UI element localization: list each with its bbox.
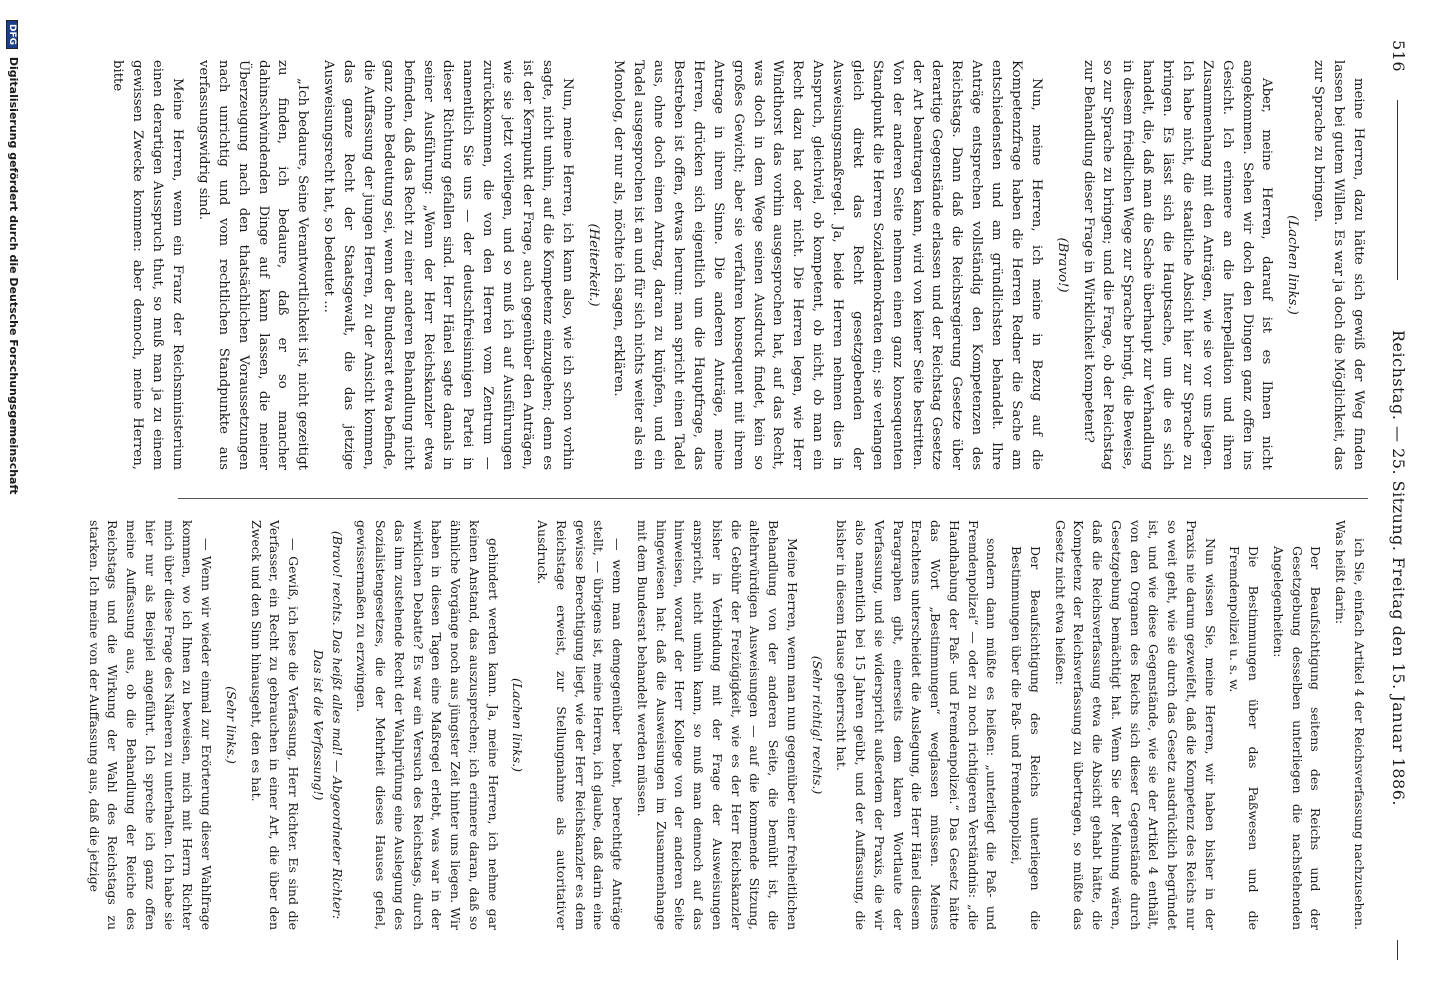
paragraph: Nun, meine Herren, ich meine in Bezug auf die Kompetenzfrage haben die Herren Redner die Sache am entschiedensten und am gründlichsten behandelt. Ihre Anträge entsprechen vollständig den Kompetenzen des Reichstags. Dann daß die Reichsregierung Gesetze über derartige Gegenstände erlassen und der Reichstag Gesetze der Art beantragen kann, wird von keiner Seite bestritten. Von der anderen Seite nehmen einen ganz konsequenten Standpunkt die Herren Sozialdemokraten ein; sie verlangen gleich direkt das Recht gesetzgebenden der Ausweisungsmaßregel. Ja, beide Herren nehmen dies in Anspruch, gleichviel, ob kompetent, ob nicht, ob man ein Recht dazu hat oder nicht. Die Herren legen, wie Herr Windthorst das vorhin ausgesprochen hat, auf das Recht, was doch in dem Wege seinen Ausdruck findet, kein so großes Gewicht; aber sie verfahren konsequent mit ihrem Antrage in ihrem Sinne. Die anderen Anträge, meine Herren, drücken sich eigentlich um die Hauptfrage, das Bestreben ist offen, etwas herum: man spricht einen Tadel aus, ohne doch einen Antrag, daran zu knüpfen, und ein Tadel ausgesprochen ist an und für sich nichts weiter als ein Monolog, der nur als, möchte ich sagen, erklären. (611, 60, 1044, 470)
column-divider (178, 498, 1368, 499)
header-rule-right (1397, 940, 1398, 960)
paragraph: — Gewiß, ich lese die Verfassung, Herr Richter. Es sind die Verfasser, ein Recht zu gebrauchen in einer Art, die über den Zweck und den Sinn hinausgeht, den es hat. (248, 520, 302, 930)
stage-direction: (Bravo!) (1054, 237, 1070, 293)
paragraph: ich Sie, einfach Artikel 4 der Reichsverfassung nachzusehen. Was heißt darin: (1333, 520, 1367, 930)
quoted-passage: Die Bestimmungen über das Paßwesen und die Fremdenpolizei u. s. w. (1227, 546, 1262, 930)
header-title: Reichstag. — 25. Sitzung. Freitag den 15. Januar 1886. (1389, 330, 1408, 806)
stage-direction: (Heiterkeit.) (585, 223, 601, 307)
digitization-credit (6, 20, 20, 980)
digitization-credit-text: Digitalisierung gefördert durch die Deutsche Forschungsgemeinschaft (7, 56, 20, 495)
paragraph: Nun wissen Sie, meine Herren, wir haben bisher in der Praxis nie darum gezweifelt, daß die Kompetenz des Reichs nur so weit geht, wie sie durch das Gesetz ausdrücklich begründet ist, und wie diese Gegenstände, wie sie der Artikel 4 enthält, von den Organen des Reichs sich dieser Gegenstände durch Gesetzgebung bemächtigt hat. Wenn Sie der Meinung wären, daß die Reichsverfassung etwa die Absicht gehabt hätte, die Kompetenz der Reichsverfassung zu übertragen, so müßte das Gesetz nicht etwa heißen: (1052, 520, 1218, 930)
dfg-logo: DFG (6, 20, 18, 49)
paragraph: — wenn man demgegenüber betont, berechtigte Anträge stellt, — übrigens ist, meine Herren, ich glaube, daß darin eine gewisse Berechtigung liegt, wie der Herr Reichskanzler es dem Reichstage erweist, zur Stellungnahme als autoritativer Ausdruck. (535, 520, 626, 930)
paragraph: — Wenn wir wieder einmal zur Erörterung dieser Wahlfrage kommen, wo ich Ihnen zu beweisen, mich mit Herrn Richter mich über diese Frage des Näheren zu unterhalten. Ich habe sie hier nur als Beispiel angeführt. Ich spreche ich ganz offen meine Auffassung aus, ob die Behandlung der Reiche des Reichstags und die Wirkung der Wahl des Reichstags zu starken. Ich meine von der Auffassung aus, daß die jetzige (86, 520, 215, 930)
quoted-passage: Der Beaufsichtigung seitens des Reichs und der Gesetzgebung desselben unterliegen die nachstehenden Angelegenheiten: (1271, 546, 1324, 930)
running-header (1382, 40, 1418, 960)
paragraph: Meine Herren, wenn man nun gegenüber einer freiheitlichen Behandlung von der anderen Seite, die bemüht ist, die altehrwürdigen Ausweisungen — auf die kommende Sitzung, die Gebühr der Freizügigkeit, wie es der Herr Reichskanzler bisher in Verbindung mit der Frage der Ausweisungen anspricht, nicht umhin kann, so muß man dennoch auf das hinweisen, worauf der Herr Kollege von der anderen Seite hingewiesen hat: daß die Ausweisungen im Zusammenhange mit dem Bundesrat behandelt werden müssen. (635, 520, 800, 930)
paragraph: sondern dann müßte es heißen: „unterliegt die Paß- und Fremdenpolizei“ — oder zu noch richtigeren Verständnis: „die Handhabung der Paß- und Fremdenpolizei.“ Das Gesetz hätte das Wort „Bestimmungen“ weglassen müssen. Meines Erachtens unterscheidet die Auslegung, die Herr Hänel diesem Paragraphen gibt, einerseits dem klaren Wortlaute der Verfassung, und sie widerspricht außerdem der Praxis, die wir also namentlich bei 15 Jahren geübt, und der Auffassung, die bisher in diesem Hause geherrscht hat. (834, 520, 1000, 930)
paragraph: gehindert werden kann. Ja, meine Herren, ich nehme gar keinen Anstand, das auszusprechen; ich erinnere daran, daß so ähnliche Vorgänge noch aus jüngster Zeit hinter uns liegen. Wir haben in diesen Tagen eine Maßregel erlebt, was war in der wirklichen Debatte? Es war ein Versuch des Reichstags, durch das ihm zustehende Recht der Wahlprüfung eine Auslegung des Sozialistengesetzes, die der Mehrheit dieses Hauses gefiel, gewissermaßen zu erzwingen. (354, 520, 501, 930)
stage-direction: (Lachen links.) (1285, 215, 1301, 315)
text-column-left (102, 60, 1368, 470)
paragraph: meine Herren, dazu hätte sich gewiß der Weg finden lassen bei gutem Willen. Es war ja doch die Möglichkeit, das zur Sprache zu bringen. (1311, 60, 1366, 470)
paragraph: Aber, meine Herren, darauf ist es Ihnen nicht angekommen. Sehen wir doch den Dingen ganz offen ins Gesicht. Ich erinnere an die Interpellation und ihren Zusammenhang mit den Anträgen, wie sie vor uns liegen. Ich habe nicht, die staatliche Absicht hier zur Sprache zu bringen. Es lässt sich die Hauptsache, um die es sich handelt, die, daß man die Sache überhaupt zur Verhandlung in diesem friedlichen Wege zur Sprache bringt, die Beweise, so zur Sprache zu bringen; und die Frage, ob der Reichstag zur Behandlung dieser Frage in Wirklichkeit kompetent? (1080, 60, 1275, 470)
paragraph: Meine Herren, wenn ein Franz der Reichsministerium einen derartigen Ausspruch thut, so muß man ja zu einem gewissen Zwecke kommen: aber dennoch, meine Herren, bitte (110, 60, 186, 470)
stage-direction: (Bravo! rechts. Das heißt alles mal! — Abgeordneter Richter: Das ist die Verfassung!) (311, 530, 345, 920)
stage-direction: (Lachen links.) (510, 678, 526, 772)
paragraph: Nun, meine Herren, ich kann also, wie ich schon vorhin sagte, nicht umhin, auf die Kompetenz einzugehen; denn es ist der Kernpunkt der Frage, auch gegenüber den Anträgen, wie sie jetzt vorliegen, und so muß ich auf Ausführungen zurückkommen, die von den Herren vom Zentrum — namentlich Sie uns — der deutschfreisinnigen Partei in dieser Richtung gefallen sind. Herr Hänel sagte damals in seiner Ausführung: „Wenn der Herr Reichskanzler etwa befinden, daß das Recht zu einer anderen Behandlung nicht ganz ohne Bedeutung sei, wenn der Bundesrat etwa befinde, die Auffassung der jungen Herren, zu der Ansicht kommen, das ganze Recht der Staatsgewalt, die das jetzige Ausweisungsrecht hat, so bedeutet ... (321, 60, 575, 470)
stage-direction: (Sehr links.) (224, 686, 239, 764)
header-rule-left (1397, 100, 1398, 280)
quoted-passage: Der Beaufsichtigung des Reichs unterliegen die Bestimmungen über die Paß- und Fremdenpolizei, (1009, 546, 1043, 930)
stage-direction: (Sehr richtig! rechts.) (809, 655, 825, 795)
text-column-right (78, 520, 1368, 930)
paragraph: „Ich bedaure, Seine Verantwortlichkeit ist, nicht gezeitigt zu finden, ich bedaure, daß er so mancher dahinschwindenden Dinge auf kann lassen, die meiner Überzeugung nach den thatsächlichen Voraussetzungen nach unrichtig und vom rechtlichen Standpunkte aus verfassungswidrig sind. (196, 60, 311, 470)
page-number: 516 (1389, 40, 1408, 73)
